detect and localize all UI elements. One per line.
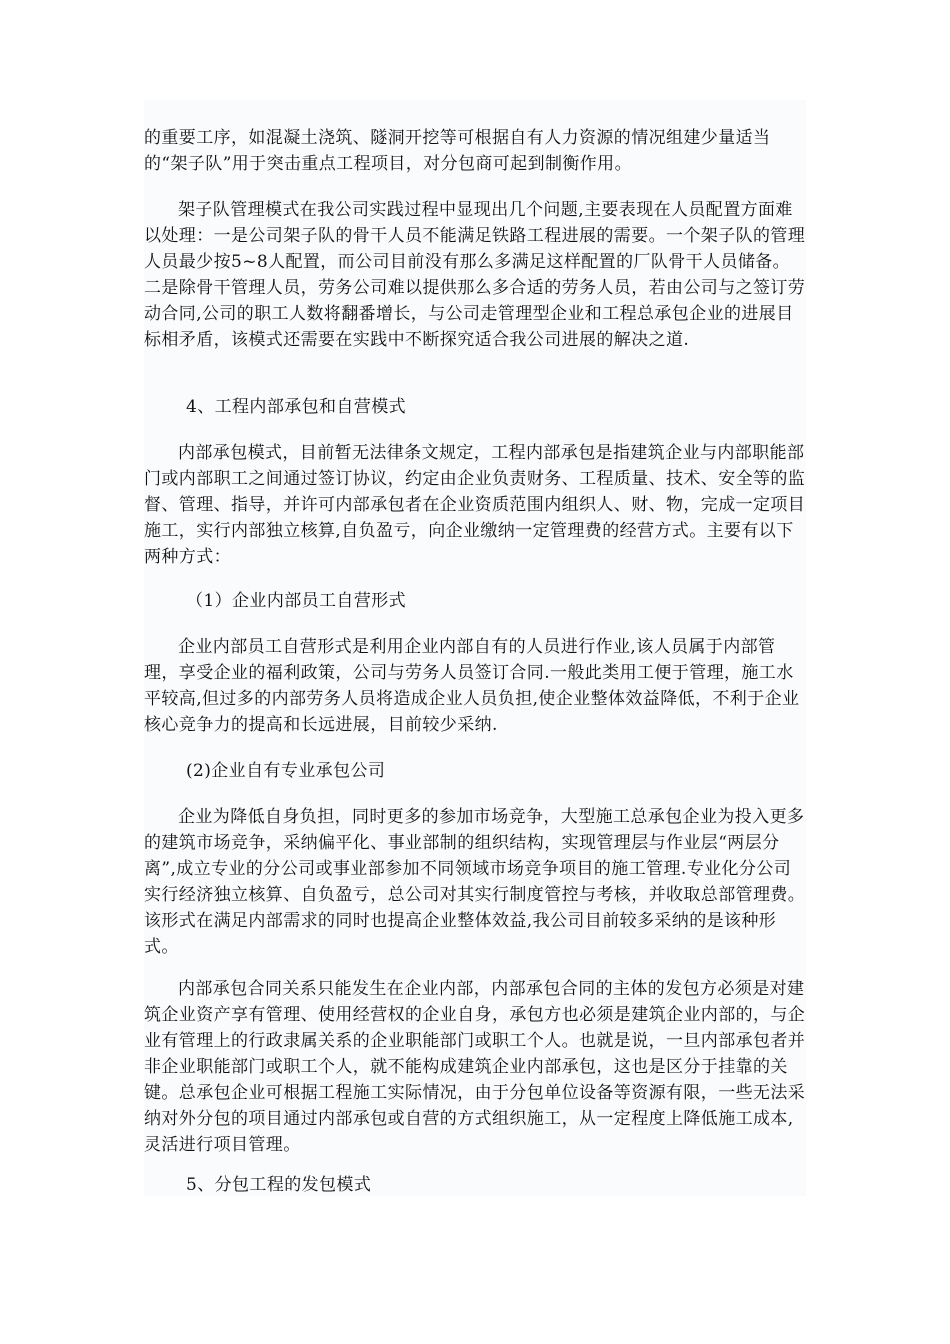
paragraph-internal-contracting: 内部承包模式，目前暂无法律条文规定，工程内部承包是指建筑企业与内部职能部门或内部职工之间通过签订协议，约定由企业负责财务、工程质量、技术、安全等的监督、管理、指导，并许可内部承包者在企业资质范围内组织人、财、物，完成一定项目施工，实行内部独立核算,自负盈亏，向企业缴纳一定管理费的经营方式。主要有以下两种方式： xyxy=(144,443,806,567)
paragraph-continuation: 的重要工序，如混凝土浇筑、隧洞开挖等可根据自有人力资源的情况组建少量适当的“架子队”用于突击重点工程项目，对分包商可起到制衡作用。 xyxy=(144,128,771,174)
paragraph-framework-team-issues: 架子队管理模式在我公司实践过程中显现出几个问题,主要表现在人员配置方面难以处理：一是公司架子队的骨干人员不能满足铁路工程进展的需要。一个架子队的管理人员最少按5~8人配置，而公司目前没有那么多满足这样配置的厂队骨干人员储备。二是除骨干管理人员，劳务公司难以提供那么多合适的劳务人员，若由公司与之签订劳动合同,公司的职工人数将翻番增长，与公司走管理型企业和工程总承包企业的进展目标相矛盾，该模式还需要在实践中不断探究适合我公司进展的解决之道. xyxy=(144,200,806,350)
subheading-1: （1）企业内部员工自营形式 xyxy=(186,591,407,611)
paragraph-professional-subsidiary: 企业为降低自身负担，同时更多的参加市场竞争，大型施工总承包企业为投入更多的建筑市场竞争，采纳偏平化、事业部制的组织结构，实现管理层与作业层“两层分离”,成立专业的分公司或事业部参加不同领域市场竞争项目的施工管理.专业化分公司实行经济独立核算、自负盈亏，总公司对其实行制度管控与考核，并收取总部管理费。该形式在满足内部需求的同时也提高企业整体效益,我公司目前较多采纳的是该种形式。 xyxy=(144,807,806,957)
subheading-2: (2)企业自有专业承包公司 xyxy=(186,761,386,781)
section-heading-5: 5、分包工程的发包模式 xyxy=(186,1175,372,1195)
section-heading-4: 4、工程内部承包和自营模式 xyxy=(186,397,407,417)
paragraph-contract-relationship: 内部承包合同关系只能发生在企业内部，内部承包合同的主体的发包方必须是对建筑企业资产享有管理、使用经营权的企业自身，承包方也必须是建筑企业内部的，与企业有管理上的行政隶属关系的企业职能部门或职工个人。也就是说，一旦内部承包者并非企业职能部门或职工个人，就不能构成建筑企业内部承包，这也是区分于挂靠的关键。总承包企业可根据工程施工实际情况，由于分包单位设备等资源有限，一些无法采纳对外分包的项目通过内部承包或自营的方式组织施工，从一定程度上降低施工成本,灵活进行项目管理。 xyxy=(144,979,806,1155)
paragraph-self-operation: 企业内部员工自营形式是利用企业内部自有的人员进行作业,该人员属于内部管理，享受企业的福利政策，公司与劳务人员签订合同.一般此类用工便于管理，施工水平较高,但过多的内部劳务人员将造成企业人员负担,使企业整体效益降低，不利于企业核心竞争力的提高和长远进展，目前较少采纳. xyxy=(144,637,800,735)
